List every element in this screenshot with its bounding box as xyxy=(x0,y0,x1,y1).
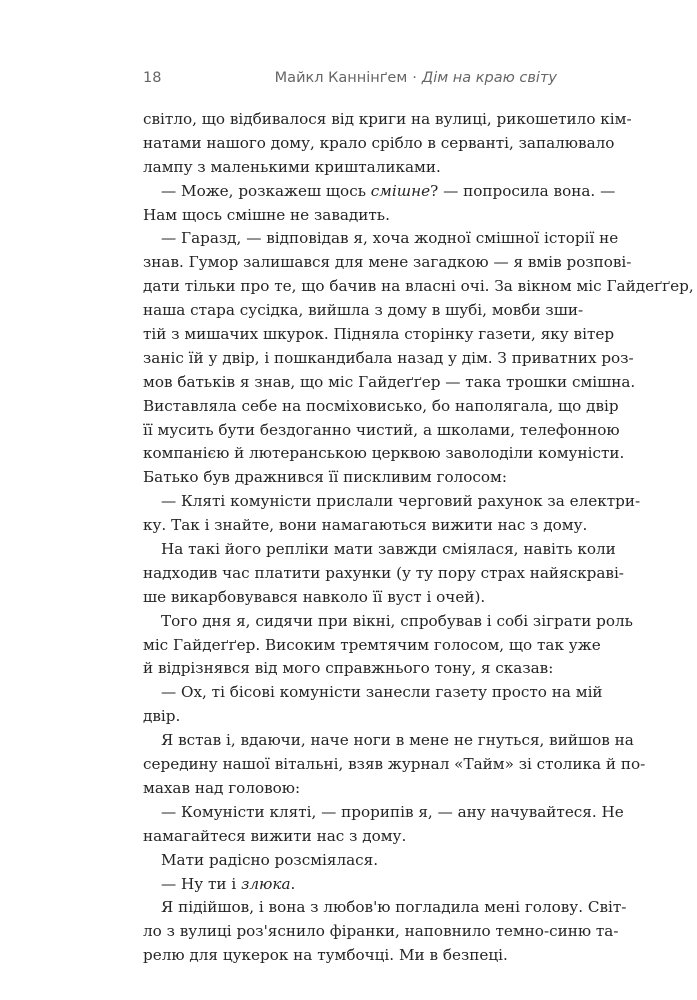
text-line: натами нашого дому, крало срібло в серванті, запалювало xyxy=(143,133,615,152)
text-line: Я встав і, вдаючи, наче ноги в мене не гнуться, вийшов на xyxy=(161,731,634,750)
text-line: компанією й лютеранською церквою заволоділи комуністи. xyxy=(143,444,625,463)
text-line: світло, що відбивалося від криги на вулиці, рикошетило кім- xyxy=(143,110,632,128)
text-line: мов батьків я знав, що міс Гайдеґґер — така трошки смішна. xyxy=(143,372,636,391)
text-fragment: . xyxy=(290,874,296,893)
text-line: — Гаразд, — відповідав я, хоча жодної смішної історії не xyxy=(161,229,619,248)
text-line: наша стара сусідка, вийшла з дому в шубі, мовби зши- xyxy=(143,301,584,320)
text-fragment: — Ну ти і xyxy=(161,874,242,893)
text-line: На такі його репліки мати завжди сміялася, навіть коли xyxy=(161,540,616,559)
text-line: Того дня я, сидячи при вікні, спробував і собі зіграти роль xyxy=(161,611,633,630)
text-line: релю для цукерок на тумбочці. Ми в безпеці. xyxy=(143,946,508,965)
text-line: надходив час платити рахунки (у ту пору страх найяскраві- xyxy=(143,563,624,582)
text-line: — Комуністи кляті, — прорипів я, — ану начувайтеся. Не xyxy=(161,802,624,821)
text-line: махав над головою: xyxy=(143,778,301,797)
author-name: Майкл Каннінґем xyxy=(274,70,408,86)
text-line: — Кляті комуністи прислали черговий рахунок за електри- xyxy=(161,492,641,511)
text-line: дати тільки про те, що бачив на власні очі. За вікном міс Гайдеґґер, xyxy=(143,277,694,296)
text-line: середину нашої вітальні, взяв журнал «Тайм» зі столика й по- xyxy=(143,755,646,774)
running-head xyxy=(143,70,557,92)
text-line: Я підійшов, і вона з любов'ю погладила мені голову. Світ- xyxy=(161,898,627,917)
text-line: ло з вулиці роз'яснило фіранки, наповнило темно-синю та- xyxy=(143,922,619,941)
text-line: тій з мишачих шкурок. Підняла сторінку газети, яку вітер xyxy=(143,325,615,344)
text-line: ку. Так і знайте, вони намагаються вижити нас з дому. xyxy=(143,516,588,535)
text-line: ше викарбовувався навколо її вуст і очей). xyxy=(143,587,486,606)
text-line xyxy=(143,180,616,204)
text-line: Виставляла себе на посміховисько, бо наполягала, що двір xyxy=(143,396,619,415)
text-line xyxy=(143,873,557,897)
text-line: — Ох, ті бісові комуністи занесли газету просто на мій xyxy=(161,683,603,702)
running-title xyxy=(275,70,557,86)
text-line: лампу з маленькими кришталиками. xyxy=(143,157,441,176)
text-fragment: — Може, розкажеш щось xyxy=(161,181,371,200)
text-line: Мати радісно розсміялася. xyxy=(161,850,379,869)
text-line: міс Гайдеґґер. Високим тремтячим голосом, що так уже xyxy=(143,635,601,654)
text-line: заніс їй у двір, і пошкандибала назад у дім. З приватних роз- xyxy=(143,348,634,367)
text-line: двір. xyxy=(143,707,181,726)
text-line: її мусить бути бездоганно чистий, а школами, телефонною xyxy=(143,420,620,439)
text-line: знав. Гумор залишався для мене загадкою — я вмів розпові- xyxy=(143,253,632,272)
page-number: 18 xyxy=(143,70,162,86)
italic-word: смішне xyxy=(370,181,431,200)
italic-word: злюка xyxy=(241,874,291,893)
body-text xyxy=(143,108,694,968)
text-line: намагайтеся вижити нас з дому. xyxy=(143,826,407,845)
title-separator: · xyxy=(412,70,417,86)
text-line: Нам щось смішне не завадить. xyxy=(143,205,390,224)
book-title: Дім на краю світу xyxy=(421,70,557,86)
text-line: Батько був дражнився її пискливим голосом: xyxy=(143,468,507,487)
text-fragment: ? — попросила вона. — xyxy=(430,181,616,200)
text-line: й відрізнявся від мого справжнього тону, я сказав: xyxy=(143,659,554,678)
